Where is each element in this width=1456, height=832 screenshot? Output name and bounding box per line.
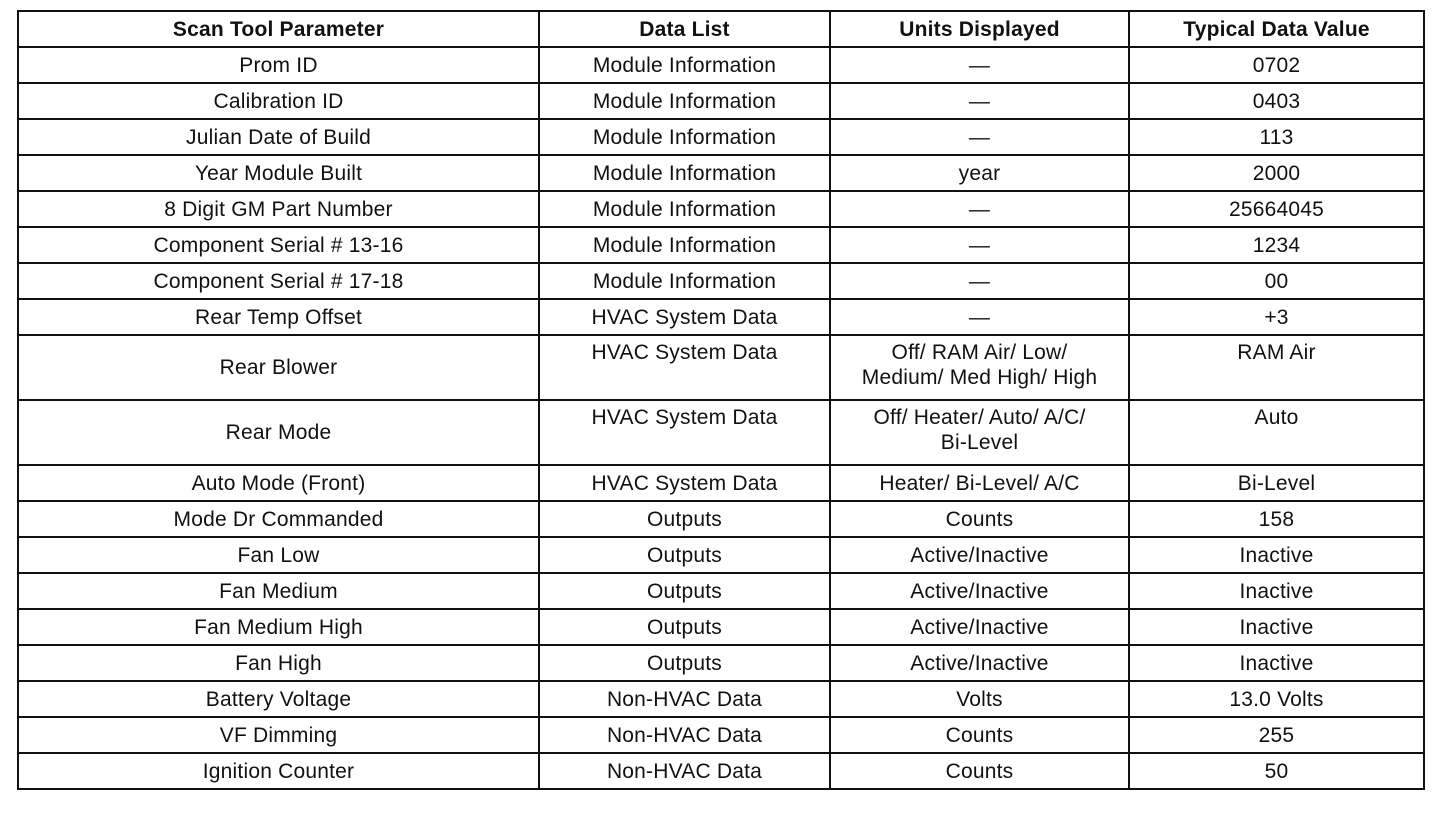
table-row xyxy=(18,537,1424,573)
units-cell: Heater/ Bi-Level/ A/C xyxy=(830,465,1129,501)
parameter-cell: Fan Medium High xyxy=(18,609,539,645)
parameter-cell: Prom ID xyxy=(18,47,539,83)
data-list-cell: Non-HVAC Data xyxy=(539,681,830,717)
typical-value-cell: Bi-Level xyxy=(1129,465,1424,501)
units-cell xyxy=(830,335,1129,400)
table-row xyxy=(18,501,1424,537)
parameter-cell: VF Dimming xyxy=(18,717,539,753)
data-list-cell: Module Information xyxy=(539,155,830,191)
units-cell: Counts xyxy=(830,501,1129,537)
units-line: Off/ RAM Air/ Low/ xyxy=(891,341,1068,364)
units-line: Bi-Level xyxy=(940,431,1019,454)
units-cell: — xyxy=(830,47,1129,83)
typical-value-cell: Inactive xyxy=(1129,645,1424,681)
parameter-cell: Calibration ID xyxy=(18,83,539,119)
typical-value-cell: 1234 xyxy=(1129,227,1424,263)
data-list-cell: Module Information xyxy=(539,191,830,227)
table-row xyxy=(18,227,1424,263)
units-cell: — xyxy=(830,299,1129,335)
data-list-cell: Module Information xyxy=(539,263,830,299)
column-header-units: Units Displayed xyxy=(830,11,1129,47)
units-cell: Active/Inactive xyxy=(830,609,1129,645)
units-cell: year xyxy=(830,155,1129,191)
parameter-cell: Rear Mode xyxy=(18,400,539,465)
typical-value-cell: Inactive xyxy=(1129,609,1424,645)
typical-value-cell: +3 xyxy=(1129,299,1424,335)
parameter-cell: Auto Mode (Front) xyxy=(18,465,539,501)
data-list-cell: HVAC System Data xyxy=(539,465,830,501)
typical-value-cell: 25664045 xyxy=(1129,191,1424,227)
data-list-cell: Module Information xyxy=(539,119,830,155)
data-list-cell: Outputs xyxy=(539,573,830,609)
parameter-cell: Component Serial # 13-16 xyxy=(18,227,539,263)
parameter-cell: Component Serial # 17-18 xyxy=(18,263,539,299)
typical-value-cell: 00 xyxy=(1129,263,1424,299)
table-row xyxy=(18,573,1424,609)
scan-tool-parameter-table xyxy=(17,10,1425,790)
data-list-cell: HVAC System Data xyxy=(539,299,830,335)
typical-value-cell: 113 xyxy=(1129,119,1424,155)
typical-value-cell: 0702 xyxy=(1129,47,1424,83)
units-cell: Volts xyxy=(830,681,1129,717)
units-cell: Counts xyxy=(830,717,1129,753)
data-list-cell: Outputs xyxy=(539,537,830,573)
data-list-cell: HVAC System Data xyxy=(539,335,830,400)
units-cell: — xyxy=(830,191,1129,227)
parameter-cell: Ignition Counter xyxy=(18,753,539,789)
units-cell xyxy=(830,400,1129,465)
typical-value-cell: 50 xyxy=(1129,753,1424,789)
column-header-parameter: Scan Tool Parameter xyxy=(18,11,539,47)
units-cell: — xyxy=(830,119,1129,155)
data-list-cell: Outputs xyxy=(539,645,830,681)
units-cell: Active/Inactive xyxy=(830,645,1129,681)
data-list-cell: Module Information xyxy=(539,83,830,119)
parameter-cell: Rear Blower xyxy=(18,335,539,400)
table-row xyxy=(18,191,1424,227)
header-row xyxy=(18,11,1424,47)
units-cell: — xyxy=(830,227,1129,263)
units-cell: Counts xyxy=(830,753,1129,789)
units-cell: Active/Inactive xyxy=(830,537,1129,573)
table-row xyxy=(18,681,1424,717)
typical-value-cell: 255 xyxy=(1129,717,1424,753)
typical-value-cell: Inactive xyxy=(1129,573,1424,609)
units-line: Medium/ Med High/ High xyxy=(861,366,1098,389)
table-row xyxy=(18,47,1424,83)
table-row xyxy=(18,400,1424,465)
table-row xyxy=(18,645,1424,681)
table-row xyxy=(18,609,1424,645)
table-row xyxy=(18,465,1424,501)
data-list-cell: Non-HVAC Data xyxy=(539,717,830,753)
typical-value-cell: 158 xyxy=(1129,501,1424,537)
data-list-cell: Outputs xyxy=(539,501,830,537)
column-header-data-list: Data List xyxy=(539,11,830,47)
table-row xyxy=(18,155,1424,191)
parameter-cell: Fan High xyxy=(18,645,539,681)
parameter-cell: 8 Digit GM Part Number xyxy=(18,191,539,227)
typical-value-cell: Inactive xyxy=(1129,537,1424,573)
units-line: Off/ Heater/ Auto/ A/C/ xyxy=(873,406,1086,429)
parameter-cell: Mode Dr Commanded xyxy=(18,501,539,537)
table-row xyxy=(18,263,1424,299)
typical-value-cell: 0403 xyxy=(1129,83,1424,119)
data-list-cell: Module Information xyxy=(539,47,830,83)
parameter-cell: Year Module Built xyxy=(18,155,539,191)
parameter-cell: Fan Medium xyxy=(18,573,539,609)
typical-value-cell: Auto xyxy=(1129,400,1424,465)
parameter-cell: Julian Date of Build xyxy=(18,119,539,155)
column-header-typical-value: Typical Data Value xyxy=(1129,11,1424,47)
units-cell: Active/Inactive xyxy=(830,573,1129,609)
parameter-cell: Fan Low xyxy=(18,537,539,573)
data-list-cell: Outputs xyxy=(539,609,830,645)
typical-value-cell: 2000 xyxy=(1129,155,1424,191)
units-cell: — xyxy=(830,263,1129,299)
data-list-cell: HVAC System Data xyxy=(539,400,830,465)
table-row xyxy=(18,753,1424,789)
typical-value-cell: RAM Air xyxy=(1129,335,1424,400)
parameter-cell: Rear Temp Offset xyxy=(18,299,539,335)
units-cell: — xyxy=(830,83,1129,119)
typical-value-cell: 13.0 Volts xyxy=(1129,681,1424,717)
table-row xyxy=(18,83,1424,119)
table-row xyxy=(18,119,1424,155)
table-row xyxy=(18,299,1424,335)
table-row xyxy=(18,335,1424,400)
table-row xyxy=(18,717,1424,753)
parameter-cell: Battery Voltage xyxy=(18,681,539,717)
data-list-cell: Module Information xyxy=(539,227,830,263)
data-list-cell: Non-HVAC Data xyxy=(539,753,830,789)
